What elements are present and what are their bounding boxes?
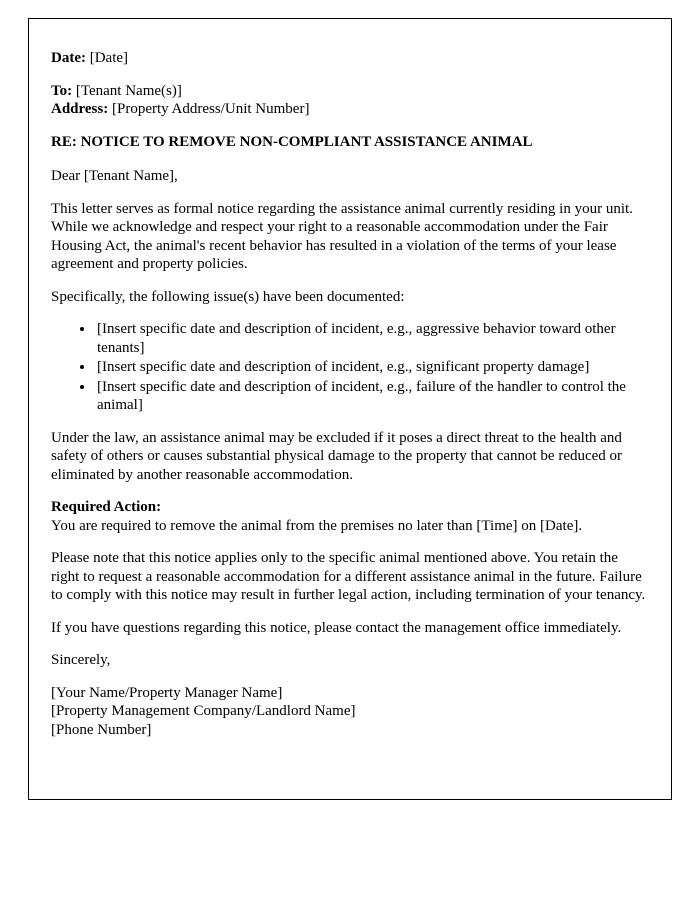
letter-page xyxy=(28,18,672,800)
address-value: [Property Address/Unit Number] xyxy=(111,101,310,117)
paragraph-intro: This letter serves as formal notice regarding the assistance animal currently residing in your unit. While we acknowledge and respect your right to a reasonable accommodation under the Fair Housing Act, the animal's recent behavior has resulted in a violation of the terms of your lease agreement and property policies. xyxy=(51,200,633,272)
paragraph-issues-intro: Specifically, the following issue(s) have been documented: xyxy=(51,288,405,305)
paragraph-law: Under the law, an assistance animal may be excluded if it poses a direct threat to the health and safety of others or causes substantial physical damage to the property that cannot be reduced or eliminated by another reasonable accommodation. xyxy=(51,429,623,483)
issue-item: • [Insert specific date and description of incident, e.g., failure of the handler to control the animal] xyxy=(95,378,649,415)
signature-name: [Your Name/Property Manager Name] xyxy=(51,684,283,701)
recipient-block xyxy=(51,82,649,119)
date-label: Date: xyxy=(51,50,86,66)
date-value: [Date] xyxy=(89,50,129,66)
paragraph-questions: If you have questions regarding this notice, please contact the management office immediately. xyxy=(51,619,622,636)
subject-line: RE: NOTICE TO REMOVE NON-COMPLIANT ASSISTANCE ANIMAL xyxy=(51,133,533,150)
closing-line: Sincerely, xyxy=(51,652,111,668)
salutation: Dear [Tenant Name], xyxy=(51,168,178,184)
signature-block xyxy=(51,684,649,740)
required-action-block xyxy=(51,498,649,535)
issues-list xyxy=(51,320,649,415)
date-line xyxy=(51,49,649,68)
signature-phone: [Phone Number] xyxy=(51,721,152,738)
address-label: Address: xyxy=(51,101,109,117)
paragraph-note: Please note that this notice applies only to the specific animal mentioned above. You retain the right to request a reasonable accommodation for a different assistance animal in the future. Failure to comply with this notice may result in further legal action, including termination of your tenancy. xyxy=(51,550,646,603)
required-action-label: Required Action: xyxy=(51,499,162,515)
issue-item: • [Insert specific date and description of incident, e.g., significant property damage] xyxy=(95,358,649,377)
issue-item: • [Insert specific date and description of incident, e.g., aggressive behavior toward other tenants] xyxy=(95,320,649,357)
to-value: [Tenant Name(s)] xyxy=(75,82,182,99)
to-label: To: xyxy=(51,82,73,99)
signature-company: [Property Management Company/Landlord Name] xyxy=(51,703,356,719)
required-action-text: You are required to remove the animal from the premises no later than [Time] on [Date]. xyxy=(51,517,583,534)
